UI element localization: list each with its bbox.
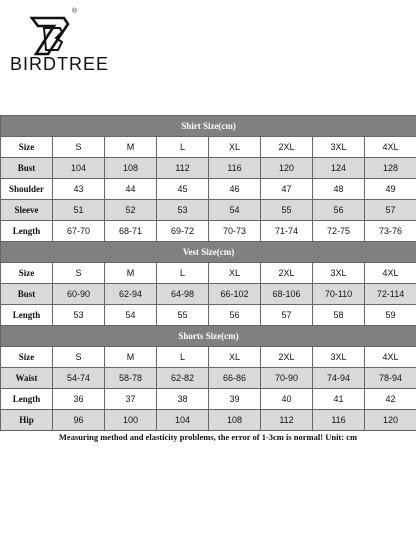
- size-4xl: 4XL: [365, 347, 416, 368]
- table-cell: 58-78: [105, 368, 157, 389]
- table-cell: 112: [261, 410, 313, 431]
- size-xl: XL: [209, 263, 261, 284]
- size-m: M: [105, 137, 157, 158]
- brand-name: BIRDTREE: [10, 54, 110, 74]
- table-cell: 72-75: [313, 221, 365, 242]
- table-cell: 40: [261, 389, 313, 410]
- shirt-shoulder-row: [1, 179, 416, 200]
- table-cell: 108: [209, 410, 261, 431]
- brand-logo: [10, 8, 110, 80]
- table-cell: 54: [209, 200, 261, 221]
- table-cell: 104: [53, 158, 105, 179]
- table-cell: 52: [105, 200, 157, 221]
- table-cell: 46: [209, 179, 261, 200]
- size-label: Size: [1, 347, 53, 368]
- size-s: S: [53, 347, 105, 368]
- table-cell: 38: [157, 389, 209, 410]
- size-chart-table: [0, 115, 416, 431]
- vest-section-header: [1, 242, 416, 263]
- table-cell: 56: [209, 305, 261, 326]
- size-3xl: 3XL: [313, 347, 365, 368]
- table-cell: 96: [53, 410, 105, 431]
- vest-size-row: [1, 263, 416, 284]
- table-cell: 48: [313, 179, 365, 200]
- table-cell: 73-76: [365, 221, 416, 242]
- table-cell: 120: [365, 410, 416, 431]
- row-label: Length: [1, 221, 53, 242]
- size-label: Size: [1, 263, 53, 284]
- table-cell: 74-94: [313, 368, 365, 389]
- table-cell: 55: [157, 305, 209, 326]
- size-xl: XL: [209, 347, 261, 368]
- shorts-waist-row: [1, 368, 416, 389]
- table-cell: 53: [157, 200, 209, 221]
- table-cell: 55: [261, 200, 313, 221]
- table-cell: 44: [105, 179, 157, 200]
- table-cell: 64-98: [157, 284, 209, 305]
- row-label: Bust: [1, 284, 53, 305]
- table-cell: 120: [261, 158, 313, 179]
- size-l: L: [157, 137, 209, 158]
- shirt-length-row: [1, 221, 416, 242]
- table-cell: 66-86: [209, 368, 261, 389]
- table-cell: 70-90: [261, 368, 313, 389]
- table-cell: 68-106: [261, 284, 313, 305]
- table-cell: 45: [157, 179, 209, 200]
- table-cell: 128: [365, 158, 416, 179]
- table-cell: 60-90: [53, 284, 105, 305]
- birdtree-logo-icon: [28, 14, 72, 58]
- measurement-note: Measuring method and elasticity problems, the error of 1-3cm is normal! Unit: cm: [58, 432, 358, 442]
- table-cell: 116: [313, 410, 365, 431]
- shorts-section-header: [1, 326, 416, 347]
- table-cell: 41: [313, 389, 365, 410]
- shorts-length-row: [1, 389, 416, 410]
- size-label: Size: [1, 137, 53, 158]
- table-cell: 47: [261, 179, 313, 200]
- table-cell: 54: [105, 305, 157, 326]
- vest-bust-row: [1, 284, 416, 305]
- table-cell: 78-94: [365, 368, 416, 389]
- registered-mark: ®: [72, 8, 78, 15]
- shorts-size-row: [1, 347, 416, 368]
- vest-section-title: Vest Size(cm): [1, 242, 416, 263]
- table-cell: 70-110: [313, 284, 365, 305]
- table-cell: 39: [209, 389, 261, 410]
- size-4xl: 4XL: [365, 263, 416, 284]
- table-cell: 104: [157, 410, 209, 431]
- table-cell: 116: [209, 158, 261, 179]
- table-cell: 71-74: [261, 221, 313, 242]
- shirt-size-row: [1, 137, 416, 158]
- table-cell: 66-102: [209, 284, 261, 305]
- size-s: S: [53, 263, 105, 284]
- table-cell: 57: [261, 305, 313, 326]
- shorts-hip-row: [1, 410, 416, 431]
- size-s: S: [53, 137, 105, 158]
- table-cell: 43: [53, 179, 105, 200]
- row-label: Shoulder: [1, 179, 53, 200]
- table-cell: 108: [105, 158, 157, 179]
- row-label: Length: [1, 389, 53, 410]
- table-cell: 59: [365, 305, 416, 326]
- table-cell: 57: [365, 200, 416, 221]
- table-cell: 70-73: [209, 221, 261, 242]
- table-cell: 53: [53, 305, 105, 326]
- table-cell: 58: [313, 305, 365, 326]
- size-l: L: [157, 263, 209, 284]
- shirt-sleeve-row: [1, 200, 416, 221]
- table-cell: 36: [53, 389, 105, 410]
- table-cell: 37: [105, 389, 157, 410]
- row-label: Bust: [1, 158, 53, 179]
- shorts-section-title: Shorts Size(cm): [1, 326, 416, 347]
- size-2xl: 2XL: [261, 347, 313, 368]
- shirt-bust-row: [1, 158, 416, 179]
- table-cell: 69-72: [157, 221, 209, 242]
- shirt-section-header: [1, 116, 416, 137]
- size-3xl: 3XL: [313, 263, 365, 284]
- table-cell: 54-74: [53, 368, 105, 389]
- table-cell: 124: [313, 158, 365, 179]
- row-label: Sleeve: [1, 200, 53, 221]
- vest-length-row: [1, 305, 416, 326]
- size-3xl: 3XL: [313, 137, 365, 158]
- size-m: M: [105, 263, 157, 284]
- table-cell: 68-71: [105, 221, 157, 242]
- table-cell: 62-82: [157, 368, 209, 389]
- table-cell: 51: [53, 200, 105, 221]
- shirt-section-title: Shirt Size(cm): [1, 116, 416, 137]
- size-m: M: [105, 347, 157, 368]
- table-cell: 100: [105, 410, 157, 431]
- size-xl: XL: [209, 137, 261, 158]
- table-cell: 67-70: [53, 221, 105, 242]
- table-cell: 42: [365, 389, 416, 410]
- size-2xl: 2XL: [261, 263, 313, 284]
- size-2xl: 2XL: [261, 137, 313, 158]
- row-label: Hip: [1, 410, 53, 431]
- table-cell: 72-114: [365, 284, 416, 305]
- table-cell: 62-94: [105, 284, 157, 305]
- table-cell: 49: [365, 179, 416, 200]
- size-l: L: [157, 347, 209, 368]
- table-cell: 56: [313, 200, 365, 221]
- table-cell: 112: [157, 158, 209, 179]
- size-4xl: 4XL: [365, 137, 416, 158]
- row-label: Waist: [1, 368, 53, 389]
- row-label: Length: [1, 305, 53, 326]
